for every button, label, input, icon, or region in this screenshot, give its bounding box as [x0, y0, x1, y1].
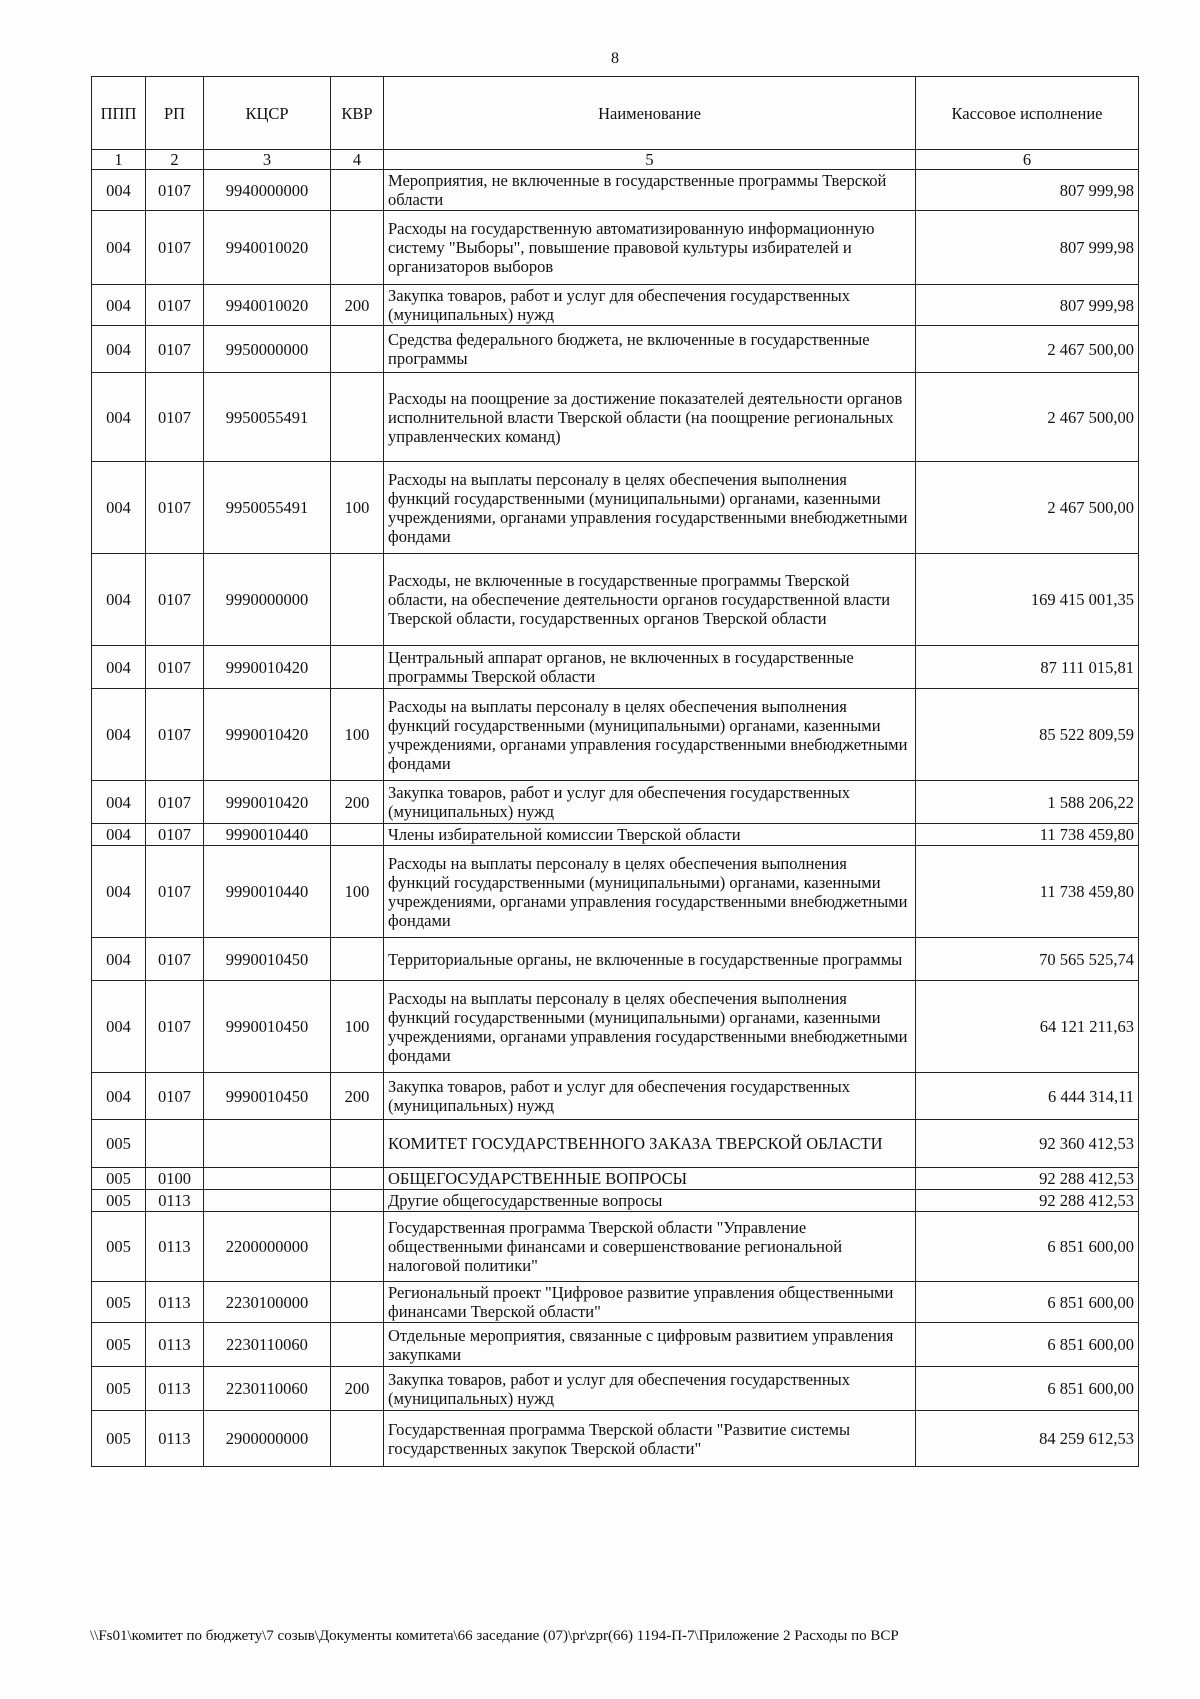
- cell-rp: 0113: [146, 1282, 204, 1323]
- cell-name: Государственная программа Тверской области "Развитие системы государственных закупок Тверской области": [384, 1411, 916, 1467]
- table-row: [92, 326, 1139, 373]
- cell-kcsr: 9950055491: [204, 462, 331, 554]
- header-kvr: КВР: [331, 77, 384, 150]
- cell-amount: 11 738 459,80: [916, 824, 1139, 846]
- column-number: 4: [331, 150, 384, 170]
- cell-name: Расходы на выплаты персоналу в целях обеспечения выполнения функций государственными (муниципальными) органами, казенными учреждениями, органами управления государственными внебюджетными фондами: [384, 981, 916, 1073]
- cell-kvr: [331, 1190, 384, 1212]
- table-row: [92, 646, 1139, 689]
- cell-rp: 0107: [146, 646, 204, 689]
- cell-name: ОБЩЕГОСУДАРСТВЕННЫЕ ВОПРОСЫ: [384, 1168, 916, 1190]
- cell-amount: 84 259 612,53: [916, 1411, 1139, 1467]
- cell-kvr: 200: [331, 781, 384, 824]
- cell-ppp: 005: [92, 1367, 146, 1411]
- cell-ppp: 004: [92, 326, 146, 373]
- cell-amount: 2 467 500,00: [916, 373, 1139, 462]
- table-row: [92, 1073, 1139, 1120]
- cell-name: Государственная программа Тверской области "Управление общественными финансами и совершенствование региональной налоговой политики": [384, 1212, 916, 1282]
- cell-ppp: 004: [92, 646, 146, 689]
- table-row: [92, 211, 1139, 285]
- cell-amount: 6 851 600,00: [916, 1323, 1139, 1367]
- cell-kcsr: 9940000000: [204, 170, 331, 211]
- table-row: [92, 1367, 1139, 1411]
- header-rp: РП: [146, 77, 204, 150]
- cell-amount: 6 851 600,00: [916, 1212, 1139, 1282]
- cell-amount: 807 999,98: [916, 170, 1139, 211]
- cell-amount: 92 360 412,53: [916, 1120, 1139, 1168]
- cell-kvr: [331, 1282, 384, 1323]
- cell-amount: 6 444 314,11: [916, 1073, 1139, 1120]
- cell-kcsr: 9990010420: [204, 781, 331, 824]
- cell-ppp: 005: [92, 1212, 146, 1282]
- cell-name: Мероприятия, не включенные в государственные программы Тверской области: [384, 170, 916, 211]
- cell-ppp: 005: [92, 1168, 146, 1190]
- cell-amount: 11 738 459,80: [916, 846, 1139, 938]
- cell-amount: 85 522 809,59: [916, 689, 1139, 781]
- table-row: [92, 1411, 1139, 1467]
- column-number-row: [92, 150, 1139, 170]
- table-row: [92, 1282, 1139, 1323]
- cell-rp: 0113: [146, 1212, 204, 1282]
- cell-rp: 0107: [146, 846, 204, 938]
- table-row: [92, 554, 1139, 646]
- cell-name: Центральный аппарат органов, не включенных в государственные программы Тверской области: [384, 646, 916, 689]
- table-row: [92, 462, 1139, 554]
- table-row: [92, 285, 1139, 326]
- cell-rp: 0107: [146, 554, 204, 646]
- header-ppp: ППП: [92, 77, 146, 150]
- cell-rp: 0107: [146, 285, 204, 326]
- cell-rp: 0113: [146, 1367, 204, 1411]
- table-row: [92, 1190, 1139, 1212]
- cell-rp: 0107: [146, 781, 204, 824]
- table-row: [92, 1120, 1139, 1168]
- cell-rp: 0107: [146, 170, 204, 211]
- table-row: [92, 373, 1139, 462]
- column-number: 6: [916, 150, 1139, 170]
- cell-rp: 0107: [146, 462, 204, 554]
- cell-rp: 0113: [146, 1190, 204, 1212]
- header-amount: Кассовое исполнение: [916, 77, 1139, 150]
- cell-amount: 2 467 500,00: [916, 462, 1139, 554]
- cell-amount: 70 565 525,74: [916, 938, 1139, 981]
- cell-kvr: [331, 554, 384, 646]
- cell-kcsr: [204, 1190, 331, 1212]
- cell-amount: 87 111 015,81: [916, 646, 1139, 689]
- cell-ppp: 005: [92, 1190, 146, 1212]
- footer-file-path: \\Fs01\комитет по бюджету\7 созыв\Документы комитета\66 заседание (07)\pr\zpr(66) 1194-П-7\Приложение 2 Расходы по ВСР: [90, 1628, 899, 1644]
- cell-kcsr: 9990000000: [204, 554, 331, 646]
- cell-rp: 0113: [146, 1411, 204, 1467]
- cell-kcsr: 2230110060: [204, 1367, 331, 1411]
- cell-kvr: [331, 373, 384, 462]
- cell-ppp: 004: [92, 554, 146, 646]
- cell-name: Расходы на государственную автоматизированную информационную систему "Выборы", повышение правовой культуры избирателей и организаторов выборов: [384, 211, 916, 285]
- cell-name: Региональный проект "Цифровое развитие управления общественными финансами Тверской области": [384, 1282, 916, 1323]
- table-row: [92, 1323, 1139, 1367]
- cell-name: Средства федерального бюджета, не включенные в государственные программы: [384, 326, 916, 373]
- cell-rp: [146, 1120, 204, 1168]
- cell-kcsr: 9990010450: [204, 938, 331, 981]
- cell-ppp: 004: [92, 170, 146, 211]
- table-body: [92, 170, 1139, 1467]
- cell-kcsr: 9990010440: [204, 846, 331, 938]
- cell-name: Расходы, не включенные в государственные программы Тверской области, на обеспечение деятельности органов государственной власти Тверской области, государственных органов Тверской области: [384, 554, 916, 646]
- cell-amount: 92 288 412,53: [916, 1190, 1139, 1212]
- cell-kvr: [331, 824, 384, 846]
- cell-amount: 2 467 500,00: [916, 326, 1139, 373]
- cell-kcsr: 9990010440: [204, 824, 331, 846]
- cell-kvr: 100: [331, 981, 384, 1073]
- cell-kcsr: 9950055491: [204, 373, 331, 462]
- cell-ppp: 004: [92, 285, 146, 326]
- cell-amount: 6 851 600,00: [916, 1367, 1139, 1411]
- cell-name: Закупка товаров, работ и услуг для обеспечения государственных (муниципальных) нужд: [384, 1073, 916, 1120]
- cell-rp: 0113: [146, 1323, 204, 1367]
- table-row: [92, 1168, 1139, 1190]
- cell-amount: 92 288 412,53: [916, 1168, 1139, 1190]
- header-row: [92, 77, 1139, 150]
- cell-kcsr: 2900000000: [204, 1411, 331, 1467]
- cell-amount: 807 999,98: [916, 211, 1139, 285]
- cell-kcsr: 9990010420: [204, 689, 331, 781]
- cell-ppp: 004: [92, 462, 146, 554]
- cell-name: Закупка товаров, работ и услуг для обеспечения государственных (муниципальных) нужд: [384, 781, 916, 824]
- cell-rp: 0107: [146, 689, 204, 781]
- cell-kvr: [331, 646, 384, 689]
- cell-kcsr: 9990010420: [204, 646, 331, 689]
- table-row: [92, 824, 1139, 846]
- cell-rp: 0107: [146, 1073, 204, 1120]
- cell-kvr: 100: [331, 689, 384, 781]
- table-row: [92, 781, 1139, 824]
- cell-ppp: 004: [92, 846, 146, 938]
- cell-kcsr: 2200000000: [204, 1212, 331, 1282]
- cell-ppp: 005: [92, 1120, 146, 1168]
- cell-kcsr: 9950000000: [204, 326, 331, 373]
- cell-ppp: 005: [92, 1411, 146, 1467]
- cell-rp: 0107: [146, 373, 204, 462]
- page-number: 8: [611, 50, 619, 67]
- cell-rp: 0107: [146, 211, 204, 285]
- cell-kvr: 200: [331, 1073, 384, 1120]
- cell-kvr: [331, 211, 384, 285]
- cell-name: Отдельные мероприятия, связанные с цифровым развитием управления закупками: [384, 1323, 916, 1367]
- cell-kvr: [331, 170, 384, 211]
- cell-name: Территориальные органы, не включенные в государственные программы: [384, 938, 916, 981]
- cell-kcsr: 2230100000: [204, 1282, 331, 1323]
- cell-name: Закупка товаров, работ и услуг для обеспечения государственных (муниципальных) нужд: [384, 285, 916, 326]
- cell-kvr: 100: [331, 846, 384, 938]
- column-number: 3: [204, 150, 331, 170]
- header-name: Наименование: [384, 77, 916, 150]
- cell-kcsr: 9940010020: [204, 285, 331, 326]
- cell-kvr: [331, 1168, 384, 1190]
- cell-kvr: [331, 938, 384, 981]
- cell-ppp: 004: [92, 981, 146, 1073]
- cell-ppp: 004: [92, 781, 146, 824]
- cell-ppp: 004: [92, 824, 146, 846]
- cell-name: КОМИТЕТ ГОСУДАРСТВЕННОГО ЗАКАЗА ТВЕРСКОЙ ОБЛАСТИ: [384, 1120, 916, 1168]
- cell-amount: 169 415 001,35: [916, 554, 1139, 646]
- cell-kcsr: 9990010450: [204, 1073, 331, 1120]
- cell-name: Члены избирательной комиссии Тверской области: [384, 824, 916, 846]
- cell-name: Расходы на выплаты персоналу в целях обеспечения выполнения функций государственными (муниципальными) органами, казенными учреждениями, органами управления государственными внебюджетными фондами: [384, 846, 916, 938]
- cell-amount: 807 999,98: [916, 285, 1139, 326]
- cell-name: Другие общегосударственные вопросы: [384, 1190, 916, 1212]
- cell-amount: 6 851 600,00: [916, 1282, 1139, 1323]
- cell-kvr: [331, 1120, 384, 1168]
- column-number: 2: [146, 150, 204, 170]
- cell-ppp: 004: [92, 938, 146, 981]
- table-row: [92, 689, 1139, 781]
- cell-ppp: 005: [92, 1323, 146, 1367]
- header-kcsr: КЦСР: [204, 77, 331, 150]
- table-row: [92, 981, 1139, 1073]
- table-row: [92, 938, 1139, 981]
- cell-ppp: 004: [92, 373, 146, 462]
- cell-rp: 0107: [146, 824, 204, 846]
- cell-ppp: 005: [92, 1282, 146, 1323]
- cell-name: Закупка товаров, работ и услуг для обеспечения государственных (муниципальных) нужд: [384, 1367, 916, 1411]
- column-number: 1: [92, 150, 146, 170]
- cell-rp: 0107: [146, 938, 204, 981]
- table-row: [92, 1212, 1139, 1282]
- table-row: [92, 170, 1139, 211]
- cell-rp: 0107: [146, 981, 204, 1073]
- cell-kvr: [331, 326, 384, 373]
- cell-kvr: [331, 1323, 384, 1367]
- cell-kvr: 200: [331, 285, 384, 326]
- cell-kcsr: [204, 1120, 331, 1168]
- cell-name: Расходы на выплаты персоналу в целях обеспечения выполнения функций государственными (муниципальными) органами, казенными учреждениями, органами управления государственными внебюджетными фондами: [384, 689, 916, 781]
- cell-kvr: 100: [331, 462, 384, 554]
- table-row: [92, 846, 1139, 938]
- cell-kcsr: [204, 1168, 331, 1190]
- cell-amount: 64 121 211,63: [916, 981, 1139, 1073]
- budget-table: [91, 76, 1139, 1467]
- cell-kvr: [331, 1411, 384, 1467]
- cell-ppp: 004: [92, 1073, 146, 1120]
- cell-amount: 1 588 206,22: [916, 781, 1139, 824]
- cell-ppp: 004: [92, 689, 146, 781]
- cell-name: Расходы на поощрение за достижение показателей деятельности органов исполнительной власти Тверской области (на поощрение региональных управленческих команд): [384, 373, 916, 462]
- cell-kcsr: 9990010450: [204, 981, 331, 1073]
- cell-ppp: 004: [92, 211, 146, 285]
- cell-name: Расходы на выплаты персоналу в целях обеспечения выполнения функций государственными (муниципальными) органами, казенными учреждениями, органами управления государственными внебюджетными фондами: [384, 462, 916, 554]
- cell-kvr: 200: [331, 1367, 384, 1411]
- cell-rp: 0100: [146, 1168, 204, 1190]
- cell-kcsr: 2230110060: [204, 1323, 331, 1367]
- cell-kvr: [331, 1212, 384, 1282]
- column-number: 5: [384, 150, 916, 170]
- cell-rp: 0107: [146, 326, 204, 373]
- cell-kcsr: 9940010020: [204, 211, 331, 285]
